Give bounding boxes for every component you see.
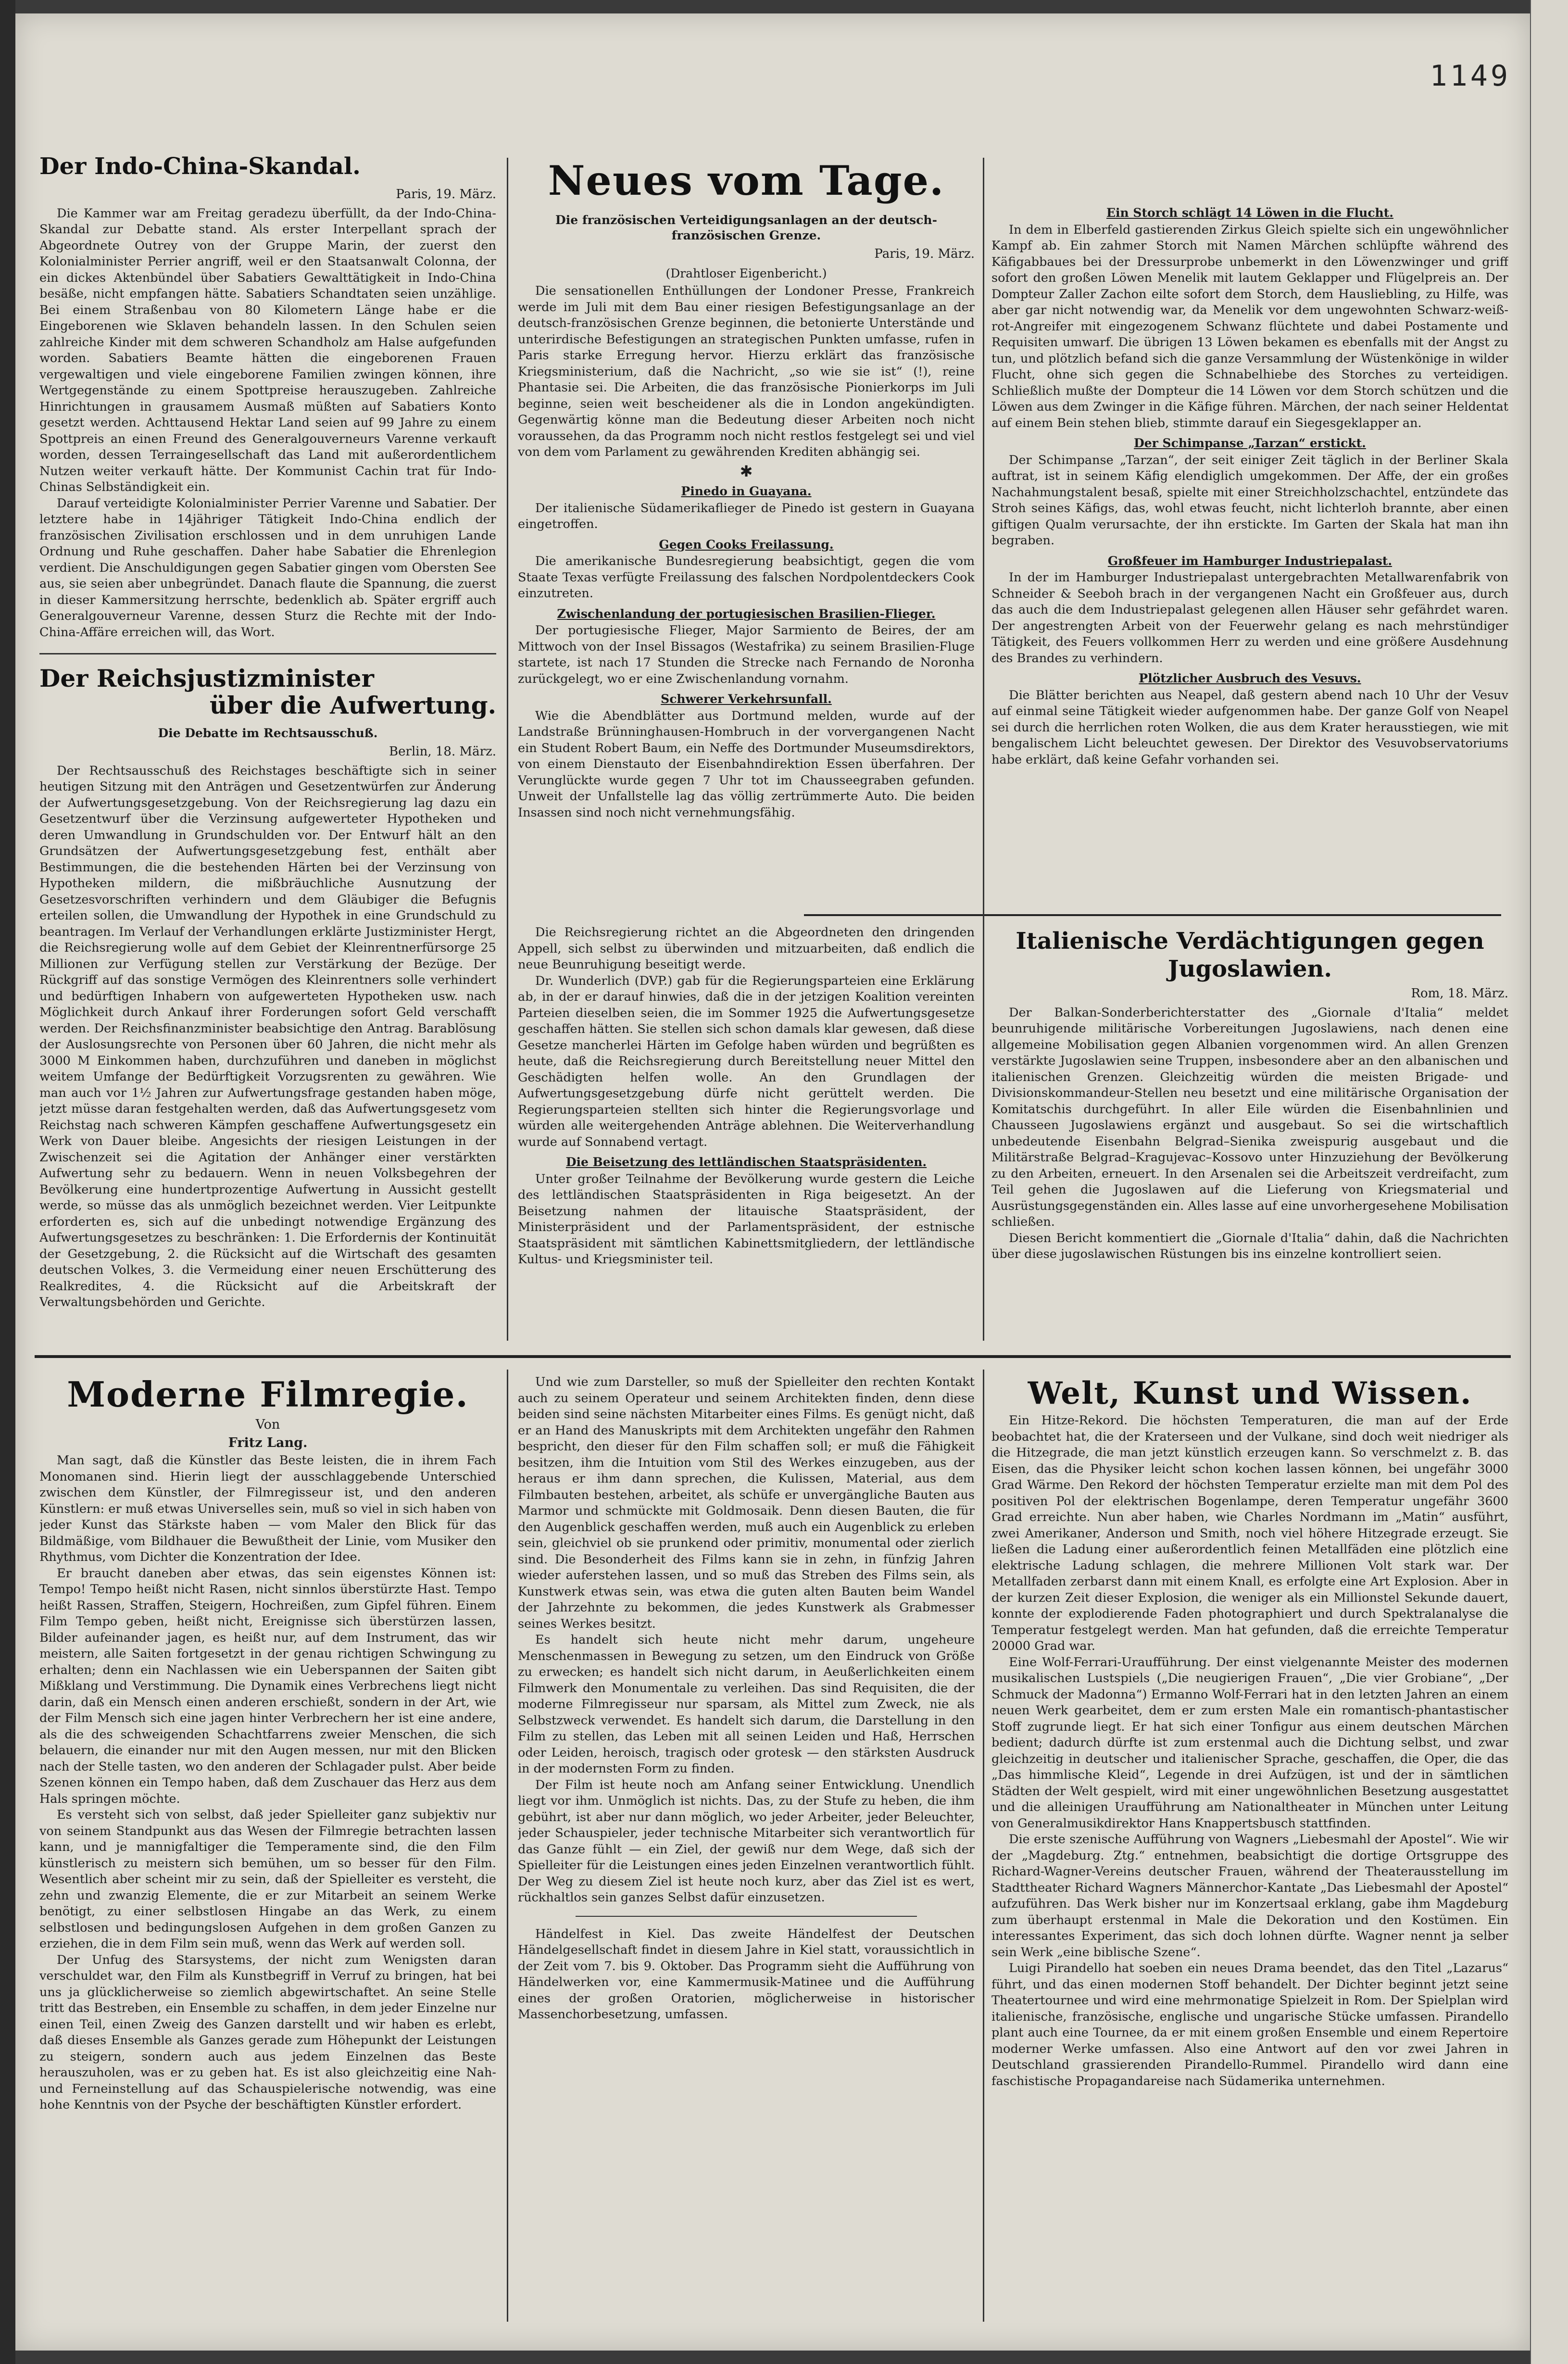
newspaper-page <box>15 13 1530 2351</box>
cook-heading: Gegen Cooks Freilassung. <box>659 537 834 552</box>
storch-heading: Ein Storch schlägt 14 Löwen in die Flucht. <box>1106 206 1393 220</box>
column-rule <box>983 1370 984 2322</box>
vesuv-text: Die Blätter berichten aus Neapel, daß gestern abend nach 10 Uhr der Vesuv auf einmal seine Tätigkeit wieder aufgenommen habe. Der ganze Golf von Neapel sei durch die herrlichen roten Wolken, die aus dem Krater herausstiegen, wie mit bengalischem Licht beleuchtet gewesen. Der Direktor des Vesuvobservatoriums habe erklärt, daß keine Gefahr vorhanden sei. <box>991 688 1508 767</box>
film-paragraph: Er braucht daneben aber etwas, das sein eigenstes Können ist: Tempo! Tempo heißt nicht Rasen, nicht sinnlos überstürzte Hast. Tempo heißt Rassen, Straffen, Steigern, Hochreißen, zum Gipfel führen. Einem Film Tempo geben, heißt nicht, Ereignisse sich überstürzen lassen, Bilder aufeinander jagen, es heißt nur, auf dem Instrument, das wir meistern, alle Saiten fortgesetzt in der genau richtigen Schwingung zu erhalten; denn ein Nachlassen wie ein Ueberspannen der Saiten gibt Mißklang und Verstimmung. Die Dynamik eines Verbrechens liegt nicht darin, daß ein Mensch einen anderen erschießt, sondern in der Art, wie der Film Mensch sich eine jagen hinter Verbrechern her ist eine andere, als die des schweigenden Schachtfarrens zweier Menschen, die sich belauern, die einander nur mit den Augen messen, nur mit den Blicken nach der Stelle tasten, wo den anderen der Schlagader pulst. Aber beide Szenen können ein Tempo haben, daß dem Zuschauer das Herz aus dem Hals springen möchte. <box>39 1566 496 1806</box>
reichsjustiz-title-1: Der Reichsjustizminister <box>39 664 374 692</box>
indochina-dateline: Paris, 19. März. <box>396 187 496 201</box>
scan-left-edge <box>0 0 15 2364</box>
film-column-1 <box>39 1374 496 2317</box>
page-number: 1149 <box>1430 59 1511 93</box>
grossfeuer-heading: Großfeuer im Hamburger Industriepalast. <box>1107 553 1392 568</box>
column-rule <box>983 158 984 1341</box>
festung-sub: (Drahtloser Eigenbericht.) <box>665 266 827 280</box>
film-author: Fritz Lang. <box>228 1435 308 1450</box>
column-left <box>39 153 496 1345</box>
column-right-top <box>991 201 1508 908</box>
column-rule <box>507 1370 508 2322</box>
unfall-text: Wie die Abendblätter aus Dortmund melden, wurde auf der Landstraße Brünninghausen-Hombruch in der vorvergangenen Nacht ein Student Robert Baum, ein Neffe des Dortmunder Museumsdirektors, von einem Dienstauto der Eisenbahndirektion Essen überfahren. Der Verunglückte wurde gegen 7 Uhr tot im Chausseegraben gefunden. Unweit der Unfallstelle lag das völlig zertrümmerte Auto. Die beiden Insassen sind noch nicht vernehmungsfähig. <box>518 708 975 820</box>
feuilleton-rule <box>35 1355 1511 1358</box>
welt-paragraph: Ein Hitze-Rekord. Die höchsten Temperaturen, die man auf der Erde beobachtet hat, die der Kraterseen und der Vulkane, sind doch weit niedriger als die Hitzegrade, die man jetzt künstlich erzeugen kann. So verschmelzt z. B. das Eisen, das die Physiker leicht schon kochen lassen können, bei ungefähr 3000 Grad Wärme. Den Rekord der höchsten Temperatur erzielte man mit dem Pol des positiven Pol der elektrischen Bogenlampe, deren Temperatur ungefähr 3600 Grad erreichte. Nun aber haben, wie Charles Nordmann im „Matin“ ausführt, zwei Amerikaner, Anderson und Smith, noch viel höhere Hitzegrade erzeugt. Sie ließen die Ladung einer außerordentlich feinen Metallfäden eine plötzlich eine elektrische Ladung schlagen, die mehrere Millionen Volt stark war. Der Metallfaden zerbarst dann mit einem Knall, es erfolgte eine Art Explosion. Aber in der kurzen Zeit dieser Explosion, die weniger als ein Millionstel Sekunde dauert, konnte der explodierende Faden photographiert und durch Spektralanalyse die Temperatur festgelegt werden. Man hat gefunden, daß die erreichte Temperatur 20000 Grad war. <box>991 1413 1508 1653</box>
vesuv-heading: Plötzlicher Ausbruch des Vesuvs. <box>1139 671 1361 685</box>
film-title: Moderne Filmregie. <box>67 1374 469 1415</box>
indochina-paragraph: Darauf verteidigte Kolonialminister Perrier Varenne und Sabatier. Der letztere habe in 14jähriger Tätigkeit Indo-China endlich der französischen Zivilisation erschlossen und in dem unruhigen Lande Ordnung und Ruhe geschaffen. Daher habe Sabatier die Ehrenlegion verdient. Die Anschuldigungen gegen Sabatier gingen vom Obersten See aus, sie seien aber unbegründet. Danach flaute die Spannung, die zuerst in dieser Kammersitzung herrschte, bedenklich ab. Später ergriff auch Generalgouverneur Varenne, dessen Sturz die Rechte mit der Indo-China-Affäre erreichen will, das Wort. <box>39 496 496 640</box>
film-von: Von <box>255 1417 280 1432</box>
film-paragraph: Es versteht sich von selbst, daß jeder Spielleiter ganz subjektiv nur von seinem Standpunkt aus das Wesen der Filmregie betrachten lassen kann, und je mannigfaltiger die Temperamente sind, die den Film künstlerisch zu meistern sich bemühen, um so besser für den Film. Wesentlich aber scheint mir zu sein, daß der Spielleiter es versteht, die zehn und zwanzig Elemente, die er zur Mitarbeit an seinem Werke benötigt, zu einer selbstlosen Hingabe an das Werk, zu einem selbstlosen und bedingungslosen Aufgehen in dem großen Ganzen zu erziehen, die in dem Film sein muß, wenn das Werk auf werden soll. <box>39 1808 496 1951</box>
film-paragraph: Es handelt sich heute nicht mehr darum, ungeheure Menschenmassen in Bewegung zu setzen, um den Eindruck von Größe zu erwecken; es handelt sich nicht darum, in Aeußerlichkeiten einem Filmwerk den Monumentale zu verleihen. Das sind Requisiten, die der moderne Filmregisseur nur sparsam, als Mittel zum Zweck, nie als Selbstzweck verwendet. Es handelt sich darum, die Darstellung in den Film zu stellen, das Leben mit all seinen Leiden und Haß, Herrschen oder Leiden, heroisch, tragisch oder grotesk — den stärksten Ausdruck in der modernsten Form zu finden. <box>518 1633 975 1776</box>
film-column-2 <box>518 1374 975 2317</box>
film-paragraph: Der Film ist heute noch am Anfang seiner Entwicklung. Unendlich liegt vor ihm. Unmöglich ist nichts. Das, zu der Stufe zu heben, die ihm gebührt, ist aber nur dann möglich, wo jeder Arbeiter, jeder Beleuchter, jeder Schauspieler, jeder technische Mitarbeiter sich verantwortlich für das Ganze fühlt — ein Ziel, der gewiß nur dem Wege, daß sich der Spielleiter für die Leistungen eines jeden Einzelnen verantwortlich fühlt. Der Weg zu diesem Ziel ist heute noch kurz, aber das Ziel ist es wert, rückhaltlos sein ganzes Selbst dafür einzusetzen. <box>518 1777 975 1905</box>
storch-text: In dem in Elberfeld gastierenden Zirkus Gleich spielte sich ein ungewöhnlicher Kampf ab. Ein zahmer Storch mit Namen Märchen schlüpfte während des Käfigabbaues bei der Dressurprobe unbemerkt in den Löwenzwinger und griff sofort den großen Löwen Menelik mit lautem Geklapper und Flügelpreis an. Der Dompteur Zaller Zachon eilte sofort dem Storch, dem Hausliebling, zu Hilfe, was aber gar nicht notwendig war, da Menelik vor dem ungewohnten Schwarz-weiß-rot-Angreifer mit eingezogenem Schwanz flüchtete und dabei Postamente und Requisiten umwarf. Die übrigen 13 Löwen bekamen es ebenfalls mit der Angst zu tun, und plötzlich befand sich die ganze Versammlung der Wüstenkönige in wilder Flucht, ohne sich gegen die Schnabelhiebe des Storches zu verteidigen. Schließlich mußte der Dompteur die 14 Löwen vor dem Storch schützen und die Löwen aus dem Zwinger in die Käfige führen. Märchen, der nach seiner Heldentat auf einem Bein stehen blieb, stimmte darauf ein Siegesgeklapper an. <box>991 222 1508 430</box>
italien-paragraph: Diesen Bericht kommentiert die „Giornale d'Italia“ dahin, daß die Nachrichten über diese jugoslawischen Rüstungen bis ins einzelne kontrolliert seien. <box>991 1231 1508 1261</box>
reichsjustiz-paragraph: Dr. Wunderlich (DVP.) gab für die Regierungsparteien eine Erklärung ab, in der er darauf hinwies, daß die in der jetzigen Koalition vereinten Parteien dieselben seien, die im Sommer 1925 die Aufwertungsgesetze geschaffen hätten. Sie stellen sich schon damals klar gewesen, daß diese Gesetze mancherlei Härten im Gefolge haben würden und begrüßten es heute, daß die Reichsregierung durch Bereitstellung neuer Mittel den Geschädigten helfen wolle. An den Grundlagen der Aufwertungsgesetzgebung dürfe nicht gerüttelt werden. Die Regierungsparteien stellten sich hinter die Regierungsvorlage und würden alle weitergehenden Anträge ablehnen. Die Weiterverhandlung wurde auf Sonnabend vertagt. <box>518 973 975 1149</box>
indochina-paragraph: Die Kammer war am Freitag geradezu überfüllt, da der Indo-China-Skandal zur Debatte stand. Als erster Interpellant sprach der Abgeordnete Outrey von der Gruppe Marin, der zuerst den Kolonialminister Perrier angriff, weil er den Staatsanwalt Colonna, der ein dickes Aktenbündel über Sabatiers Gewalttätigkeit in Indo-China besäße, nicht empfangen hätte. Sabatiers Schandtaten seien unzählige. Bei einem Straßenbau von 80 Kilometern Länge habe er die Eingeborenen wie Sklaven behandeln lassen. In den Schulen seien zahlreiche Kinder mit dem schweren Schandholz am Halse aufgefunden worden. Sabatiers Beamte hätten die eingeborenen Frauen vergewaltigen und viele eingeborene Familien zwingen können, ihre Wertgegenstände zu einem Spottpreise herauszugeben. Zahlreiche Hinrichtungen in grausamem Ausmaß müßten auf Sabatiers Konto gesetzt werden. Achttausend Hektar Land seien auf 99 Jahre zu einem Spottpreis an einen Freund des Generalgouverneurs Varenne verkauft worden, dessen Terraingesellschaft das Land mit außerordentlichem Nutzen weiter verkauft hätte. Der Kommunist Cachin trat für Indo-Chinas Selbständigkeit ein. <box>39 206 496 494</box>
column-right-italien <box>991 927 1508 1341</box>
film-paragraph: Und wie zum Darsteller, so muß der Spielleiter den rechten Kontakt auch zu seinem Operateur und seinem Architekten finden, denn diese beiden sind seine nächsten Mitarbeiter eines Films. Es genügt nicht, daß er an Hand des Manuskripts mit dem Architekten ungefähr den Rahmen bespricht, den dieser für den Film schaffen soll; er muß die Fähigkeit besitzen, ihm die Intuition vom Stil des Werkes einzugeben, aus der heraus er ihm dann sprechen, die Kulissen, Material, aus dem Filmbauten bestehen, arbeitet, als schüfe er unvergängliche Bauten aus Marmor und schmückte mit Goldmosaik. Denn diesen Bauten, die für den Augenblick geschaffen werden, muß auch ein Augenblick zu erleben sein, gleichviel ob sie prunkend oder primitiv, monumental oder zierlich sind. Die Besonderheit des Films kann sie in zehn, in fünfzig Jahren wieder auferstehen lassen, und so muß das Streben des Films sein, als Kunstwerk etwas sein, was etwa die guten alten Bauten beim Wandel der Jahrzehnte zu bekommen, die jedes Kunstwerk als Grabmesser seines Werkes besitzt. <box>518 1375 975 1631</box>
reichsjustiz-title-2: über die Aufwertung. <box>209 691 496 719</box>
festung-dateline: Paris, 19. März. <box>874 247 975 261</box>
flieger-text: Der portugiesische Flieger, Major Sarmiento de Beires, der am Mittwoch von der Insel Bissagos (Westafrika) zu seinem Brasilien-Fluge startete, ist nach 17 Stunden die Strecke nach Fernando de Noronha zurückgelegt, wo er eine Zwischenlandung vornahm. <box>518 623 975 686</box>
reichsjustiz-paragraph: Die Reichsregierung richtet an die Abgeordneten den dringenden Appell, sich selbst zu überwinden und mitzuarbeiten, daß endlich die neue Beunruhigung beseitigt werde. <box>518 925 975 972</box>
cook-text: Die amerikanische Bundesregierung beabsichtigt, gegen die vom Staate Texas verfügte Freilassung des falschen Nordpolentdeckers Cook einzutreten. <box>518 554 975 601</box>
welt-paragraph: Luigi Pirandello hat soeben ein neues Drama beendet, das den Titel „Lazarus“ führt, und das einen modernen Stoff behandelt. Der Dichter beginnt jetzt seine Theatertournee und wird eine mehrmonatige Spielzeit in Rom. Der Spielplan wird italienische, französische, englische und ungarische Stücke umfassen. Pirandello plant auch eine Tournee, da er mit einem großen Ensemble und einem Repertoire moderner Werke umfassen. Also eine Antwort auf den vor zwei Jahren in Deutschland grassierenden Pirandello-Rummel. Pirandello wird dann eine faschistische Propagandareise nach Südamerika unternehmen. <box>991 1961 1508 2088</box>
flieger-heading: Zwischenlandung der portugiesischen Brasilien-Flieger. <box>557 606 936 621</box>
star-separator: ✱ <box>740 462 753 480</box>
column-middle <box>518 158 975 908</box>
italien-dateline: Rom, 18. März. <box>1411 986 1508 1001</box>
italien-title-1: Italienische Verdächtigungen gegen <box>1016 928 1484 955</box>
welt-title: Welt, Kunst und Wissen. <box>1028 1375 1472 1411</box>
divider <box>39 653 496 654</box>
letten-heading: Die Beisetzung des lettländischen Staatspräsidenten. <box>565 1155 927 1169</box>
film-paragraph: Der Unfug des Starsystems, der nicht zum Wenigsten daran verschuldet war, den Film als Kunstbegriff in Verruf zu bringen, hat bei uns ja glücklicherweise so ziemlich abgewirtschaftet. An seine Stelle tritt das Bestreben, ein Ensemble zu schaffen, in dem jeder Einzelne nur einen Teil, einen Zweig des Ganzen darstellt und wir haben es erlebt, daß dieses Ensemble als Ganzes gerade zum Höhepunkt der Leistungen zu steigern, sondern auch aus jedem Einzelnen das Beste herauszuholen, was er zu geben hat. Es ist also gleichzeitig eine Nah- und Ferneinstellung auf das Schauspielerische notwendig, was eine hohe Kenntnis von der Psyche der beschäftigten Künstler erfordert. <box>39 1952 496 2112</box>
welt-paragraph: Eine Wolf-Ferrari-Uraufführung. Der einst vielgenannte Meister des modernen musikalischen Lustspiels („Die neugierigen Frauen“, „Die vier Grobiane“, „Der Schmuck der Madonna“) Ermanno Wolf-Ferrari hat in den letzten Jahren an einem neuen Werk gearbeitet, dem er zum ersten Male ein romantisch-phantastischer Stoff zugrunde liegt. Er hat sich einer Tonfigur aus einem deutschen Märchen bedient; dadurch dürfte ist zum erstenmal auch die Dichtung selbst, und zwar gleichzeitig in deutscher und italienischer Sprache, geschaffen, die Oper, die das „Das himmlische Kleid“, Legende in drei Aufzügen, ist und der in sämtlichen Städten der Welt gespielt, wird mit einer ungewöhnlichen Besetzung ausgestattet und die alleinigen Uraufführung am Nationaltheater in München unter Leitung von Generalmusikdirektor Hans Knappertsbusch stattfinden. <box>991 1655 1508 1831</box>
reichsjustiz-paragraph: Der Rechtsausschuß des Reichstages beschäftigte sich in seiner heutigen Sitzung mit den Anträgen und Gesetzentwürfen zur Änderung der Aufwertungsgesetzgebung. Von der Reichsregierung lag dazu ein Gesetzentwurf über die Verzinsung aufgewerteter Hypotheken und deren Umwandlung in Grundschulden vor. Der Entwurf hält an den Grundsätzen der Aufwertungsgesetzgebung fest, enthält aber Bestimmungen, die die bestehenden Härten bei der Verzinsung von Hypotheken mildern, die mißbräuchliche Ausnutzung der Gesetzesvorschriften verhindern und dem Gläubiger die Befugnis erteilen sollen, die Umwandlung der Hypothek in eine Grundschuld zu beantragen. Im Verlauf der Verhandlungen erklärte Justizminister Hergt, die Reichsregierung wolle auf dem Gebiet der Kleinrentnerfürsorge 25 Millionen zur Verfügung stellen zur Verstärkung der Bezüge. Der Rückgriff auf das sonstige Vermögen des Kleinrentners solle verhindert und bedürftigen Inhabern von aufgewerteten Hypotheken usw. nach Möglichkeit durch Ankauf ihrer Forderungen sofort Geld verschafft werden. Der Reichsfinanzminister beabsichtige den Antrag. Barablösung der Auslosungsrechte von Personen über 60 Jahren, die nicht mehr als 3000 M Einkommen haben, durchzuführen und daneben in möglichst weitem Umfange der Bedürftigkeit Vorzugsrenten zu gewähren. Wie man auch vor 1½ Jahren zur Aufwertungsfrage gestanden haben möge, jetzt müsse daran festgehalten werden, daß das Aufwertungsgesetz vom Reichstag nach schweren Kämpfen geschaffene Aufwertungsgesetz ein Werk von Dauer bleibe. Angesichts der riesigen Leistungen in der Zwischenzeit sei die Agitation der Anhänger einer verstärkten Aufwertung sehr zu bedauern. Wenn in neuen Volksbegehren der Bevölkerung eine hundertprozentige Aufwertung in Aussicht gestellt werde, so müsse das als unmöglich bezeichnet werden. Vier Leitpunkte erforderten es, sich auf die unbedingt notwendige Ergänzung des Aufwertungsgesetzes zu beschränken: 1. Die Erfordernis der Kontinuität der Gesetzgebung, 2. die Rücksicht auf die Wirtschaft des gesamten deutschen Volkes, 3. die Vermeidung einer neuen Erschütterung des Realkredites, 4. die Rücksicht auf die Arbeitskraft der Verwaltungsbehörden und Gerichte. <box>39 763 496 1309</box>
reichsjustiz-subtitle: Die Debatte im Rechtsausschuß. <box>158 726 378 740</box>
reichsjustiz-dateline: Berlin, 18. März. <box>389 744 496 759</box>
section-rule <box>804 914 1501 916</box>
divider <box>576 1916 917 1917</box>
column-rule <box>507 158 508 1341</box>
festung-heading: Die französischen Verteidigungsanlagen an der deutsch-französischen Grenze. <box>555 213 937 242</box>
schimpanse-text: Der Schimpanse „Tarzan“, der seit einiger Zeit täglich in der Berliner Skala auftrat, ist in seinem Käfig elendiglich umgekommen. Der Affe, der ein großes Nachahmungstalent besaß, spielte mit einer Streichholzschachtel, entzündete das Stroh seines Käfigs, das, wohl etwas feucht, nicht lichterloh brannte, aber einen giftigen Qualm verursachte, der ihn erstickte. Im Garten der Skala hat man ihn begraben. <box>991 453 1508 548</box>
welt-paragraph: Die erste szenische Aufführung von Wagners „Liebesmahl der Apostel“. Wie wir der „Magdeburg. Ztg.“ entnehmen, beabsichtigt die dortige Ortsgruppe des Richard-Wagner-Vereins deutscher Frauen, während der Theaterausstellung im Stadttheater Richard Wagners Männerchor-Kantate „Das Liebesmahl der Apostel“ aufzuführen. Das Werk bisher nur im Konzertsaal erklang, gabe ihm Magdeburg zum überhaupt erstenmal in Male die Dekoration und den Kostümen. Ein interessantes Experiment, das sich doch lohnen dürfte. Wagner nennt ja selber sein Werk „eine biblische Szene“. <box>991 1832 1508 1960</box>
column-middle-continued <box>518 925 975 1343</box>
italien-title-2: Jugoslawien. <box>1167 956 1332 982</box>
schimpanse-heading: Der Schimpanse „Tarzan“ erstickt. <box>1134 436 1366 450</box>
festung-text: Die sensationellen Enthüllungen der Londoner Presse, Frankreich werde im Juli mit dem Bau einer riesigen Befestigungsanlage an der deutsch-französischen Grenze beginnen, die betonierte Unterstände und unterirdische Befestigungen an strategischen Punkten umfasse, rufen in Paris starke Erregung hervor. Hierzu erklärt das französische Kriegsministerium, daß die Nachricht, „so wie sie ist“ (!), reine Phantasie sei. Die Arbeiten, die das französische Pionierkorps im Juli beginne, seien weit bescheidener als die in London angekündigten. Gegenwärtig könne man die Bedeutung dieser Arbeiten noch nicht voraussehen, da das Programm noch nicht restlos festgelegt sei und viel von dem vom Parlament zu gewährenden Krediten abhängig sei. <box>518 284 975 459</box>
pinedo-heading: Pinedo in Guayana. <box>681 484 812 498</box>
indochina-title: Der Indo-China-Skandal. <box>39 153 361 180</box>
scan-right-edge <box>1530 0 1568 2364</box>
unfall-heading: Schwerer Verkehrsunfall. <box>661 692 832 706</box>
letten-text: Unter großer Teilnahme der Bevölkerung wurde gestern die Leiche des lettländischen Staatspräsidenten in Riga beigesetzt. An der Beisetzung nahmen der litauische Staatspräsident, der Ministerpräsident und der Parlamentspräsident, der estnische Staatspräsident mit sämtlichen Kabinettsmitgliedern, der lettländische Kultus- und Kriegsminister teil. <box>518 1171 975 1267</box>
haendel-text: Händelfest in Kiel. Das zweite Händelfest der Deutschen Händelgesellschaft findet in diesem Jahre in Kiel statt, voraussichtlich in der Zeit vom 7. bis 9. Oktober. Das Programm sieht die Aufführung von Händelwerken vor, eine Kammermusik-Matinee und die Aufführung eines der großen Oratorien, möglicherweise in historischer Massenchorbesetzung, umfassen. <box>518 1926 975 2022</box>
film-paragraph: Man sagt, daß die Künstler das Beste leisten, die in ihrem Fach Monomanen sind. Hierin liegt der ausschlaggebende Unterschied zwischen dem Künstler, der Filmregisseur ist, und den anderen Künstlern: er muß etwas Universelles sein, muß so viel in sich haben von jeder Kunst das Stärkste haben — vom Maler den Blick für das Bildmäßige, vom Bildhauer die Bewußtheit der Linie, vom Musiker den Rhythmus, vom Dichter die Konzentration der Idee. <box>39 1453 496 1564</box>
italien-paragraph: Der Balkan-Sonderberichterstatter des „Giornale d'Italia“ meldet beunruhigende militärische Vorbereitungen Jugoslawiens, nach denen eine allgemeine Mobilisation gegen Albanien vorgenommen wird. An allen Grenzen verstärkte Jugoslawien seine Truppen, insbesondere aber an den albanischen und italienischen Grenzen. Gleichzeitig würden die meisten Brigade- und Divisionskommandeur-Stellen neu besetzt und eine militärische Organisation der Komitatschis durchgeführt. In aller Eile würden die Eisenbahnlinien und Chausseen Jugoslawiens ergänzt und ausgebaut. So sei die wirtschaftlich unbedeutende Eisenbahn Belgrad–Sienika zweispurig ausgebaut und die Militärstraße Belgrad–Kragujevac–Kossovo unter Hinzuziehung der Bevölkerung zu den Arbeiten, erneuert. In den Arsenalen sei die Arbeitszeit verdreifacht, zum Teil gehen die Jugoslawen auf die Lieferung von Kriegsmaterial und Ausrüstungsgegenständen ein. Alles lasse auf eine unvorhergesehene Mobilisation schließen. <box>991 1005 1508 1229</box>
pinedo-text: Der italienische Südamerikaflieger de Pinedo ist gestern in Guayana eingetroffen. <box>518 501 975 531</box>
grossfeuer-text: In der im Hamburger Industriepalast untergebrachten Metallwarenfabrik von Schneider & Seeboh brach in der vergangenen Nacht ein Großfeuer aus, durch das auch die dem Industriepalast gelegenen allen Häuser sehr gefährdet waren. Der angestrengten Arbeit von der Feuerwehr gelang es nach mehrstündiger Tätigkeit, des Feuers vollkommen Herr zu werden und eine größere Ausdehnung des Brandes zu verhindern. <box>991 570 1508 666</box>
welt-column <box>991 1374 1508 2317</box>
neues-title: Neues vom Tage. <box>548 158 945 204</box>
